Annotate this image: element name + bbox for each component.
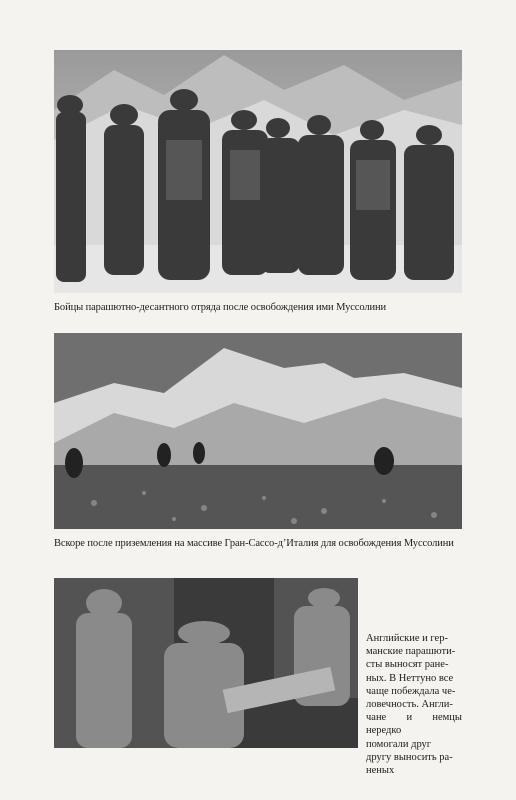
caption-line: манские парашюти- [366,646,456,658]
photo-gran-sasso-landing [54,333,462,529]
photo-caption: Вскоре после приземления на массиве Гран-Сассо-д’Италия для освобождения Муссолини [54,538,454,549]
caption-line: ловечность. Англи- [366,699,453,711]
caption-line: Английские и гер- [366,633,448,644]
caption-line: чане и немцы нередко [366,712,462,737]
caption-line: чаще побеждала че- [366,685,456,697]
caption-line: помогали друг [366,738,432,750]
photo-paratroopers-group [54,50,462,293]
caption-line: неных [366,765,395,777]
photo-caption: Бойцы парашютно-десантного отряда после освобождения ими Муссолини [54,302,387,313]
caption-line: сты выносят ране- [366,659,449,671]
caption-line: ных. В Неттуно все [366,672,454,684]
photo-caption-side [366,632,462,777]
caption-line: другу выносить ра- [366,751,453,763]
photo-carrying-wounded [54,578,358,748]
